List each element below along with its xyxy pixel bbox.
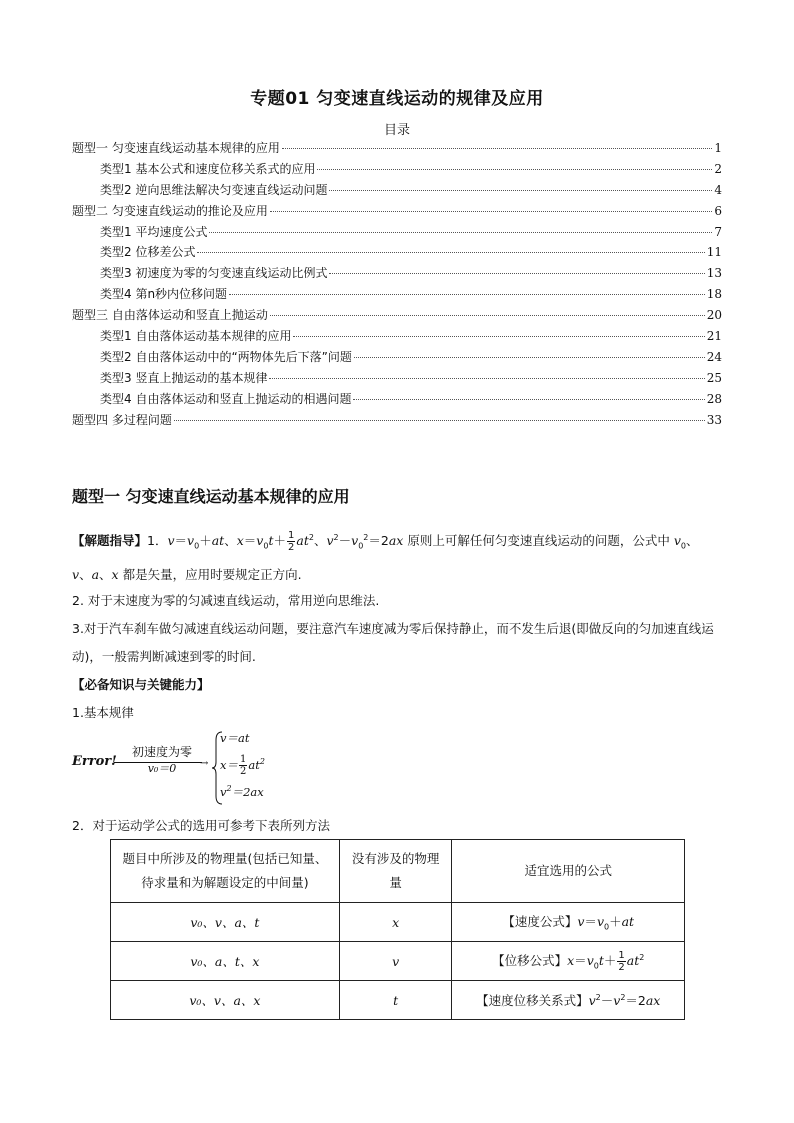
toc-entry[interactable] <box>72 202 722 223</box>
formula-label: 【位移公式】 <box>492 952 568 968</box>
formula-label: 【速度公式】 <box>502 914 578 930</box>
toc-entry[interactable] <box>72 181 722 202</box>
toc-leader <box>282 148 713 149</box>
toc-entry-text: 类型3 初速度为零的匀变速直线运动比例式 <box>100 266 328 281</box>
section-title: 题型一 匀变速直线运动基本规律的应用 <box>72 487 350 506</box>
guide-formulas: 1．$v=v_0+at$、$x=v_0t+$ $\frac{1}{2}$ $at^2$、$v^2-v_0^2=2ax$ <box>147 530 404 554</box>
table-cell-missing: t <box>339 981 452 1020</box>
table-cell-quantities: v₀、a、t、x <box>111 942 340 981</box>
basic-label: 1.基本规律 <box>72 705 134 720</box>
toc-entry-text: 题型一 匀变速直线运动基本规律的应用 <box>72 141 280 155</box>
toc-entry-page: 20 <box>706 308 722 323</box>
toc-leader <box>269 378 704 379</box>
table-cell-formula: 【速度公式】$v=v_0+at$ <box>452 903 685 942</box>
toc-leader <box>293 336 704 337</box>
guide-paragraph: 【解题指导】1．$v=v_0+at$、$x=v_0t+$ $\frac{1}{2}$ $at^2$、$v^2-v_0^2=2ax$ 原则上可解任何匀变速直线运动的问题，公式中 $v_0$、 v、a、x 都是矢量，应用时要规定正方向. <box>72 530 699 582</box>
table-header-cell: 没有涉及的物理量 <box>339 840 452 903</box>
toc-entry[interactable] <box>72 285 722 306</box>
toc-entry-page: 2 <box>714 161 722 176</box>
toc-entry[interactable] <box>72 411 722 432</box>
brace-formula-list <box>220 726 265 804</box>
toc-entry[interactable] <box>72 223 722 244</box>
toc-entry[interactable] <box>72 160 722 181</box>
toc-entry-text: 类型4 第n秒内位移问题 <box>100 287 228 302</box>
toc-entry-page: 1 <box>714 141 722 155</box>
table-header-cell: 题目中所涉及的物理量(包括已知量、待求量和为解题设定的中间量) <box>111 840 340 903</box>
toc-entry-text: 类型1 基本公式和速度位移关系式的应用 <box>100 161 316 176</box>
toc-entry-text: 类型2 自由落体运动中的“两物体先后下落”问题 <box>100 349 352 364</box>
toc-leader <box>354 357 705 358</box>
toc-entry[interactable] <box>72 327 722 348</box>
point-2: 2. 对于末速度为零的匀减速直线运动，常用逆向思维法. <box>72 593 380 608</box>
table-row <box>111 981 685 1020</box>
toc-leader <box>270 211 713 212</box>
toc-entry-page: 33 <box>706 412 722 427</box>
formula-displacement: x＝ $\frac{1}{2}$ $at^2$ <box>220 754 265 778</box>
toc-entry-page: 7 <box>714 224 722 239</box>
basic-law-formulas <box>72 726 272 806</box>
arrow-condition-text: 初速度为零 <box>131 745 192 759</box>
point-3: 3.对于汽车刹车做匀减速直线运动问题，要注意汽车速度减为零后保持静止，而不发生后退(即做反向的匀加速直线运动)，一般需判断减速到零的时间. <box>72 621 714 664</box>
table-of-contents <box>72 139 722 431</box>
table-cell-missing: x <box>339 903 452 942</box>
guide-line2-tail: 都是矢量，应用时要规定正方向. <box>122 566 302 582</box>
toc-entry-page: 28 <box>706 391 722 406</box>
table-header-row <box>111 840 685 903</box>
table-cell-formula: 【速度位移关系式】$v^2-v^2=2ax$ <box>452 981 685 1020</box>
knowledge-label: 【必备知识与关键能力】 <box>72 677 210 692</box>
toc-leader <box>353 399 704 400</box>
toc-entry-page: 13 <box>706 266 722 281</box>
table-cell-formula: 【位移公式】$x=v_0t+$ $\frac{1}{2}$ $at^2$ <box>452 942 685 981</box>
toc-entry-text: 题型二 匀变速直线运动的推论及应用 <box>72 203 268 218</box>
arrow-condition-sub: v₀＝0 <box>147 762 177 775</box>
arrow-line <box>114 762 202 763</box>
toc-leader <box>329 273 704 274</box>
arrow-head-icon: → <box>200 758 209 769</box>
guide-tail: 原则上可解任何匀变速直线运动的问题，公式中 <box>407 533 670 549</box>
toc-entry-text: 题型四 多过程问题 <box>72 412 172 427</box>
toc-leader <box>174 420 705 421</box>
toc-entry-text: 类型1 平均速度公式 <box>100 224 208 239</box>
toc-entry-text: 类型2 位移差公式 <box>100 245 196 260</box>
guide-label: 【解题指导】 <box>72 533 148 549</box>
toc-leader <box>317 169 712 170</box>
table-header-cell: 适宜选用的公式 <box>452 840 685 903</box>
table-cell-missing: v <box>339 942 452 981</box>
formula-velocity-squared: $v^2=2ax$ <box>220 784 264 800</box>
document-title: 专题01 匀变速直线运动的规律及应用 <box>250 89 544 109</box>
table-cell-quantities: v₀、v、a、x <box>111 981 340 1020</box>
toc-entry-page: 24 <box>706 349 722 364</box>
toc-entry[interactable] <box>72 390 722 411</box>
toc-leader <box>197 252 704 253</box>
toc-entry[interactable] <box>72 139 722 160</box>
formula-selection-table <box>110 839 685 1020</box>
toc-entry-page: 4 <box>714 182 722 197</box>
toc-entry-page: 25 <box>706 370 722 385</box>
toc-entry[interactable] <box>72 369 722 390</box>
toc-entry-text: 类型4 自由落体运动和竖直上抛运动的相遇问题 <box>100 391 352 406</box>
toc-entry[interactable] <box>72 243 722 264</box>
toc-heading: 目录 <box>383 123 410 138</box>
toc-entry-text: 类型3 竖直上抛运动的基本规律 <box>100 370 268 385</box>
toc-leader <box>209 232 712 233</box>
toc-entry-text: 类型1 自由落体运动基本规律的应用 <box>100 329 292 344</box>
toc-entry-page: 21 <box>706 329 722 344</box>
table-row <box>111 942 685 981</box>
toc-entry-page: 11 <box>706 245 722 260</box>
toc-entry[interactable] <box>72 306 722 327</box>
toc-leader <box>329 190 712 191</box>
toc-entry-text: 类型2 逆向思维法解决匀变速直线运动问题 <box>100 182 328 197</box>
toc-entry-text: 题型三 自由落体运动和竖直上抛运动 <box>72 308 268 323</box>
toc-entry-page: 6 <box>714 203 722 218</box>
table-row <box>111 903 685 942</box>
error-text: Error! <box>72 754 117 769</box>
table-intro: 2．对于运动学公式的选用可参考下表所列方法 <box>72 818 330 833</box>
toc-entry[interactable] <box>72 348 722 369</box>
toc-entry[interactable] <box>72 264 722 285</box>
toc-leader <box>270 315 705 316</box>
formula-label: 【速度位移关系式】 <box>476 993 589 1008</box>
formula-velocity: v＝at <box>220 731 250 745</box>
table-cell-quantities: v₀、v、a、t <box>111 903 340 942</box>
toc-leader <box>229 294 705 295</box>
arrow-condition <box>112 743 212 776</box>
toc-entry-page: 18 <box>706 287 722 302</box>
